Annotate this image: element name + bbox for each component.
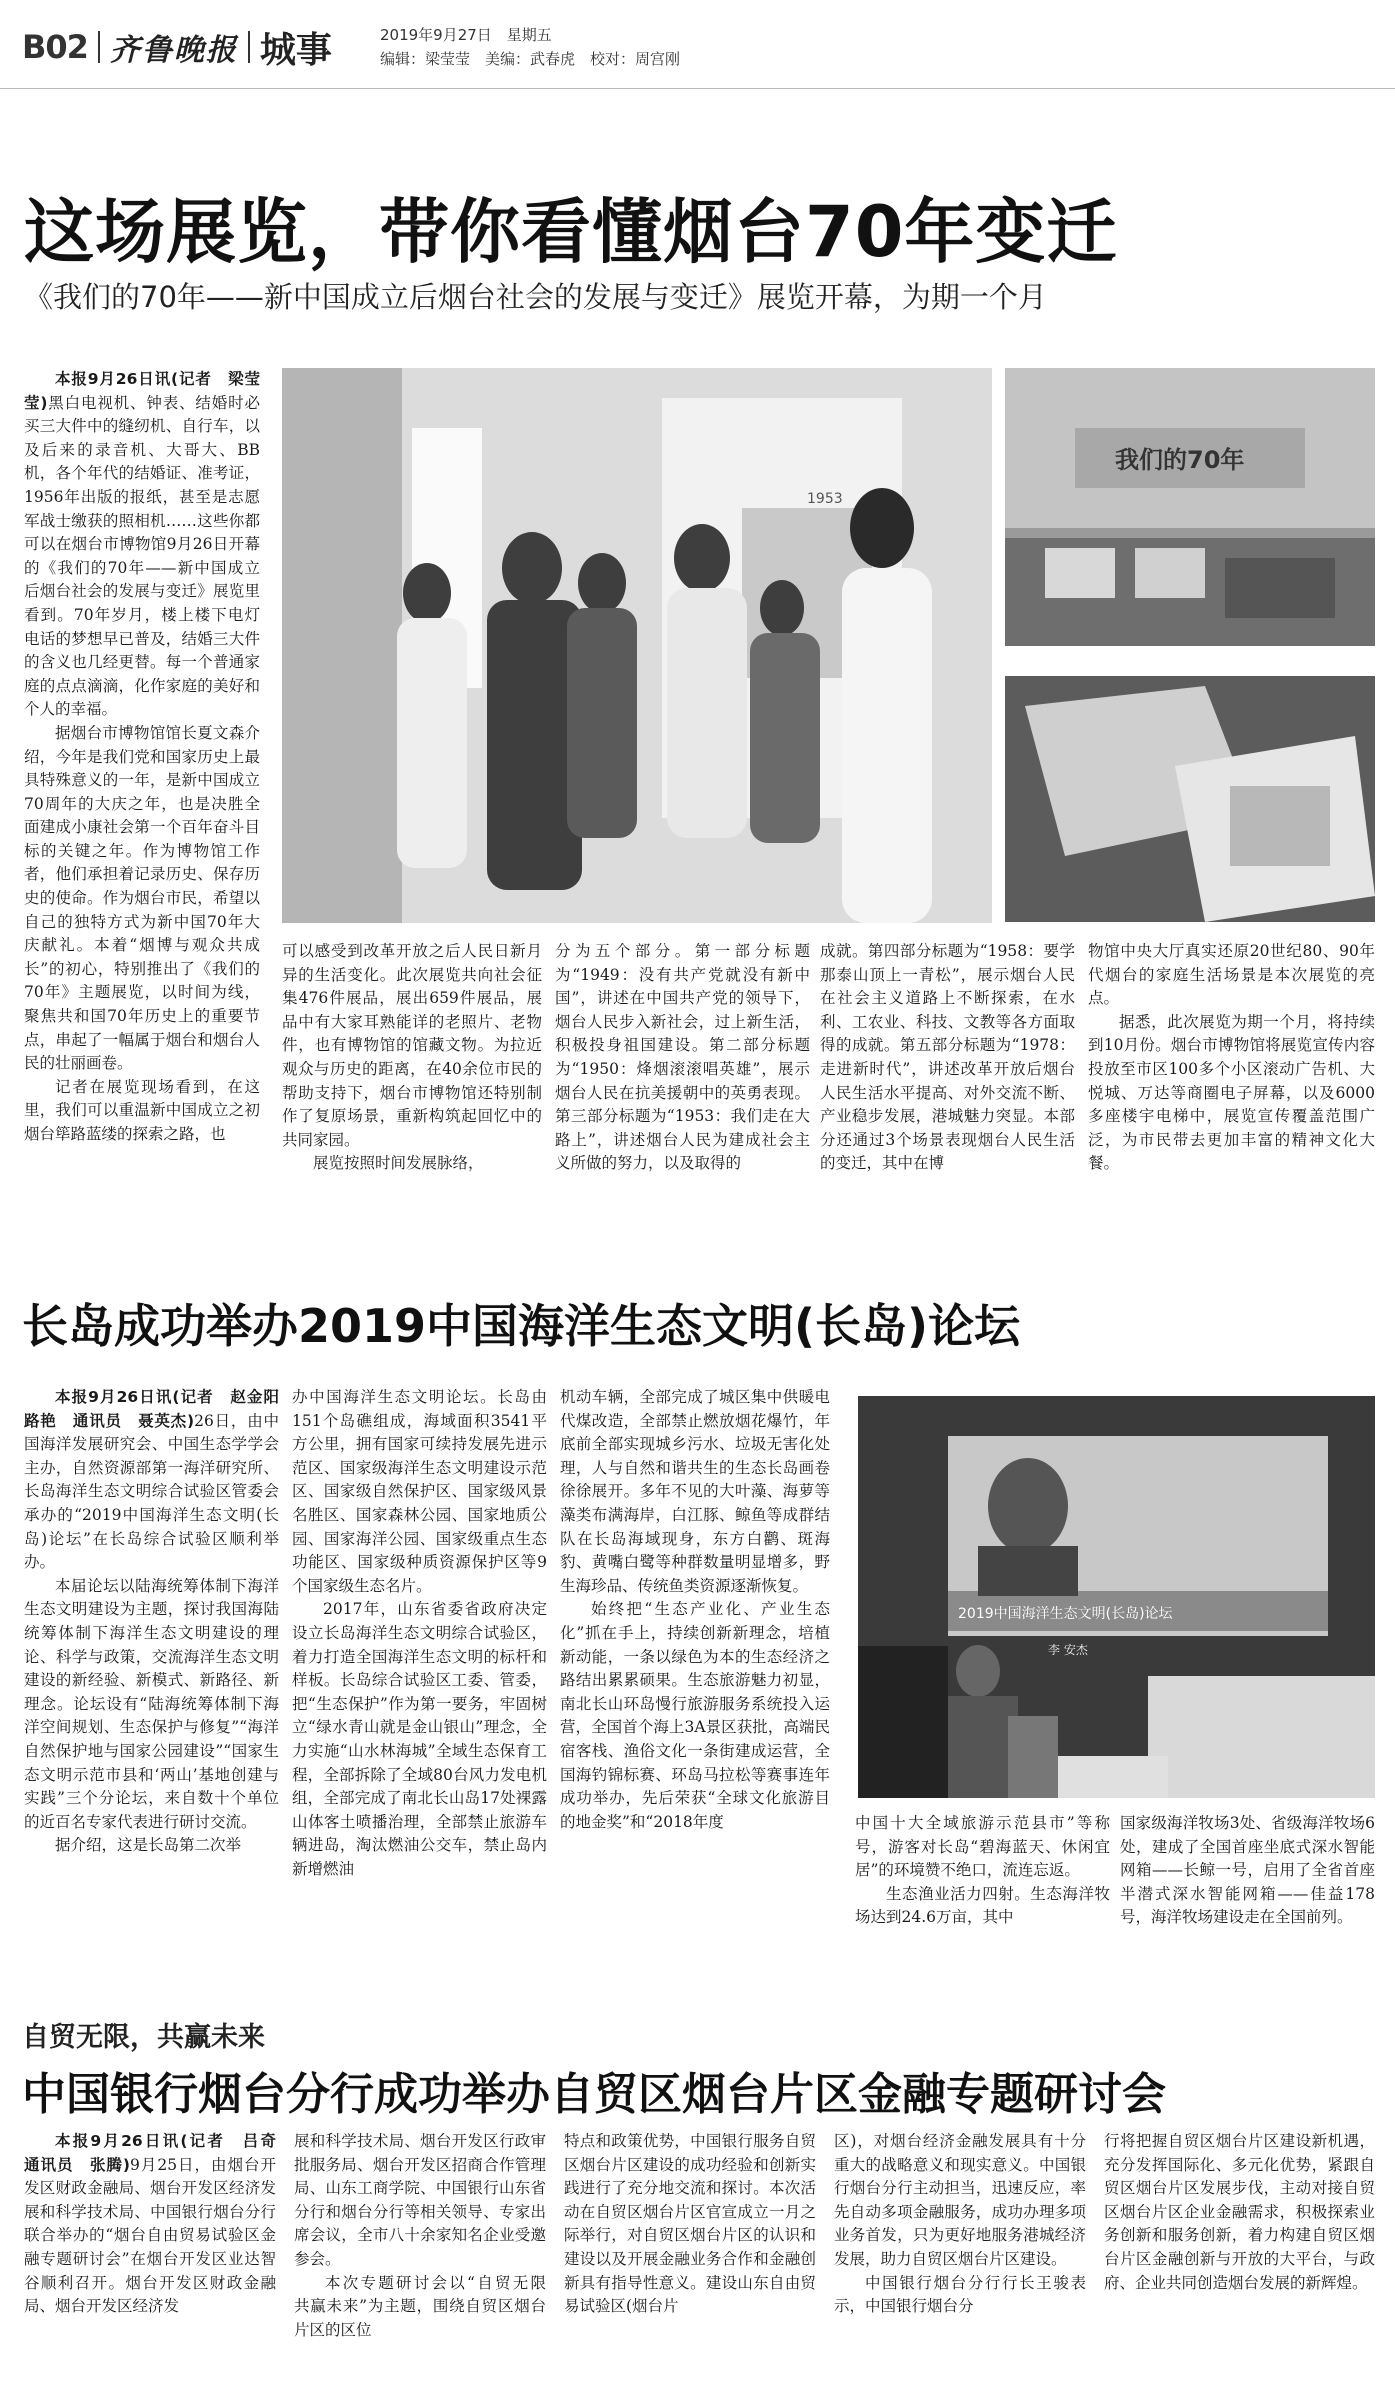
section-name: 城事 [259,29,332,71]
masthead-divider [98,31,100,63]
story2-column-5 [1120,1812,1375,1972]
story1-paragraph: 黑白电视机、钟表、结婚时必买三大件中的缝纫机、自行车，以及后来的录音机、大哥大、BB机，各个年代的结婚证、准考证，1956年出版的报纸，甚至是志愿军战士缴获的照相机……这些你都可以在烟台市博物馆9月26日开幕的《我们的70年——新中国成立后烟台社会的发展与变迁》展览里看到。70年岁月，楼上楼下电灯电话的梦想早已普及，结婚三大件的含义也几经更替。每一个普通家庭的点点滴滴，化作家庭的美好和个人的幸福。 [24,393,260,719]
story1-paragraph: 据烟台市博物馆馆长夏文森介绍，今年是我们党和国家历史上最具特殊意义的一年，是新中国成立70周年的大庆之年，也是决胜全面建成小康社会第一个百年奋斗目标的关键之年。作为博物馆工作者，他们承担着记录历史、保存历史的使命。作为烟台市民，希望以自己的独特方式为新中国70年大庆献礼。本着“烟博与观众共成长”的初心，特别推出了《我们的70年》主题展览，以时间为线，聚焦共和国70年历史上的重要节点，串起了一幅属于烟台和烟台人民的壮丽画卷。 [24,723,260,1073]
paper-logo: 齐鲁晚报 [109,33,238,68]
story2-paragraph: 中国十大全域旅游示范县市”等称号，游客对长岛“碧海蓝天、休闲宜居”的环境赞不绝口，流连忘返。 [855,1814,1110,1880]
story2-paragraph: 机动车辆，全部完成了城区集中供暖电代煤改造，全部禁止燃放烟花爆竹，年底前全部实现城乡污水、垃圾无害化处理，人与自然和谐共生的生态长岛画卷徐徐展开。多年不见的大叶藻、海萝等藻类布满海岸，白江豚、鲸鱼等成群结队在长岛海域现身，东方白鹳、斑海豹、黄嘴白鹭等种群数量明显增多，野生海珍品、传统鱼类资源逐渐恢复。 [560,1388,830,1595]
story2-byline: 本报9月26日讯(记者 赵金阳 路艳 通讯员 聂英杰) [24,1388,295,1430]
forum-screen-title: 2019中国海洋生态文明(长岛)论坛 [958,1606,1173,1622]
story1-column-1 [24,368,260,1408]
issue-date: 2019年9月27日 星期五 [380,26,552,44]
story3-headline: 中国银行烟台分行成功举办自贸区烟台片区金融专题研讨会 [22,2069,1166,2120]
story3-column-3 [564,2130,816,2392]
page-number: B02 [22,28,88,66]
story2-paragraph: 生态渔业活力四射。生态海洋牧场达到24.6万亩，其中 [855,1884,1110,1927]
story1-paragraph: 展览按照时间发展脉络， [313,1154,484,1173]
story1-headline: 这场展览，带你看懂烟台70年变迁 [24,191,1118,273]
story1-paragraph: 成就。第四部分标题为“1958：要学那泰山顶上一青松”，展示烟台人民在社会主义道路上不断探索，在水利、工农业、科技、文教等各方面取得的成就。第五部分标题为“1978：走进新时代”，讲述改革开放后烟台人民生活水平提高、对外交流不断、产业稳步发展，港城魅力突显。本部分还通过3个场景表现烟台人民生活的变迁，其中在博 [820,942,1075,1173]
story3-paragraph: 行将把握自贸区烟台片区建设新机遇，充分发挥国际化、多元化优势，紧跟自贸区烟台片区发展步伐，主动对接自贸区烟台片区企业金融需求，积极探索业务创新和服务创新，着力构建自贸区烟台片区金融创新与开放的大平台，与政府、企业共同创造烟台发展的新辉煌。 [1104,2132,1375,2292]
story2-paragraph: 26日，由中国海洋发展研究会、中国生态学学会主办，自然资源部第一海洋研究所、长岛海洋生态文明综合试验区管委会承办的“2019中国海洋生态文明(长岛)论坛”在长岛综合试验区顺利举办。 [24,1411,279,1572]
editor-credits: 编辑：梁莹莹 美编：武春虎 校对：周宫刚 [380,50,681,68]
story3-paragraph: 9月25日，由烟台开发区财政金融局、烟台开发区经济发展和科学技术局、中国银行烟台分行联合举办的“烟台自由贸易试验区金融专题研讨会”在烟台开发区业达智谷顺利召开。烟台开发区财政金融局、烟台开发区经济发 [24,2155,276,2316]
story3-kicker: 自贸无限，共赢未来 [22,2022,265,2053]
story2-column-1 [24,1386,295,1966]
masthead-rule [0,88,1395,89]
story2-column-4 [855,1812,1110,1972]
story1-paragraph: 分为五个部分。第一部分标题为“1949：没有共产党就没有新中国”，讲述在中国共产党的领导下，烟台人民步入新社会，过上新生活，积极投身祖国建设。第二部分标题为“1950：烽烟滚滚唱英雄”，展示烟台人民在抗美援朝中的英勇表现。第三部分标题为“1953：我们走在大路上”，讲述烟台人民为建成社会主义所做的努力，以及取得的 [555,942,810,1173]
certificates-photo [1005,676,1375,922]
story2-headline: 长岛成功举办2019中国海洋生态文明(长岛)论坛 [22,1299,1021,1353]
story3-paragraph: 区)，对烟台经济金融发展具有十分重大的战略意义和现实意义。中国银行烟台分行主动担当，迅速反应，率先自动多项金融服务，成功办理多项业务首发，只为更好地服务港城经济发展，助力自贸区烟台片区建设。 [834,2132,1086,2268]
story3-column-1 [24,2130,292,2392]
story2-paragraph: 2017年，山东省委省政府决定设立长岛海洋生态文明综合试验区，着力打造全国海洋生态文明的标杆和样板。长岛综合试验区工委、管委，把“生态保护”作为第一要务，牢固树立“绿水青山就是金山银山”理念，全力实施“山水林海城”全域生态保育工程，全部拆除了全域80台风力发电机组，全部完成了南北长山岛17处裸露山体客土喷播治理，全部禁止旅游车辆进岛，淘汰燃油公交车，禁止岛内新增燃油 [292,1600,547,1878]
story2-paragraph: 办中国海洋生态文明论坛。长岛由151个岛礁组成，海域面积3541平方公里，拥有国家可续持发展先进示范区、国家级海洋生态文明建设示范区、国家级自然保护区、国家级风景名胜区、国家森林公园、国家地质公园、国家海洋公园、国家级重点生态功能区、国家级种质资源保护区等9个国家级生态名片。 [292,1388,547,1595]
speaker-name-label: 李 安杰 [1048,1643,1088,1657]
story2-paragraph: 本届论坛以陆海统筹体制下海洋生态文明建设为主题，探讨我国海陆统筹体制下海洋生态文明建设的理论、科学与政策，交流海洋生态文明建设的新经验、新模式、新路径、新理念。论坛设有“陆海统筹体制下海洋空间规划、生态保护与修复”“海洋自然保护地与国家公园建设”“国家生态文明示范市县和‘两山’基地创建与实践”三个分论坛，来自数十个单位的近百名专家代表进行研讨交流。 [24,1576,279,1831]
story1-byline: 本报9月26日讯(记者 梁莹莹) [24,370,260,412]
exhibit-sign-text: 我们的70年 [1115,446,1245,474]
story3-paragraph: 本次专题研讨会以“自贸无限 共赢未来”为主题，围绕自贸区烟台片区的区位 [294,2273,562,2339]
story1-paragraph: 物馆中央大厅真实还原20世纪80、90年代烟台的家庭生活场景是本次展览的亮点。 [1088,942,1375,1008]
story3-column-4 [834,2130,1086,2392]
story1-column-5 [1088,940,1375,1410]
story1-paragraph: 记者在展览现场看到，在这里，我们可以重温新中国成立之初烟台筚路蓝缕的探索之路，也 [24,1077,260,1143]
story3-paragraph: 展和科学技术局、烟台开发区行政审批服务局、烟台开发区招商合作管理局、山东工商学院、中国银行山东省分行和烟台分行等相关领导、专家出席会议，全市八十余家知名企业受邀参会。 [294,2132,546,2268]
story1-paragraph: 据悉，此次展览为期一个月，将持续到10月份。烟台市博物馆将展览宣传内容投放至市区100多个小区滚动广告机、大悦城、万达等商圈电子屏幕，以及6000多座楼宇电梯中，展览宣传覆盖范围广泛，为市民带去更加丰富的精神文化大餐。 [1088,1012,1375,1173]
story2-paragraph: 国家级海洋牧场3处、省级海洋牧场6处，建成了全国首座坐底式深水智能网箱——长鲸一号，启用了全省首座半潜式深水智能网箱——佳益178号，海洋牧场建设走在全国前列。 [1120,1814,1375,1927]
masthead [22,22,332,72]
exhibition-sign-photo [1005,368,1375,646]
exhibition-visitors-photo [282,368,992,923]
story3-paragraph: 特点和政策优势，中国银行服务自贸区烟台片区建设的成功经验和创新实践进行了充分地交流和探讨。本次活动在自贸区烟台片区官宣成立一月之际举行，对自贸区烟台片区的认识和建设以及开展金融业务合作和金融创新具有指导性意义。建设山东自由贸易试验区(烟台片 [564,2132,816,2316]
exhibit-panel-year: 1953 [807,491,843,507]
story2-paragraph: 据介绍，这是长岛第二次举 [55,1836,242,1855]
story2-paragraph: 始终把“生态产业化、产业生态化”抓在手上，持续创新新理念，培植新动能，一条以绿色为本的生态经济之路结出累累硕果。生态旅游魅力初显，南北长山环岛慢行旅游服务系统投入运营，全国首个海上3A景区获批，高端民宿客栈、渔俗文化一条街建成运营，全国海钓锦标赛、环岛马拉松等赛事连年成功举办，先后荣获“全球文化旅游目的地金奖”和“2018年度 [560,1600,830,1831]
story2-column-3 [560,1386,830,1966]
story2-column-2 [292,1386,547,1966]
story1-subhead: 《我们的70年——新中国成立后烟台社会的发展与变迁》展览开幕，为期一个月 [24,280,1047,314]
story3-paragraph: 中国银行烟台分行行长王骏表示，中国银行烟台分 [834,2273,1086,2316]
masthead-divider [248,31,250,63]
forum-photo [858,1396,1375,1798]
story3-column-2 [294,2130,562,2392]
story1-paragraph: 可以感受到改革开放之后人民日新月异的生活变化。此次展览共向社会征集476件展品，展出659件展品，展品中有大家耳熟能详的老照片、老物件，也有博物馆的馆藏文物。为拉近观众与历史的距离，在40余位市民的帮助支持下，烟台市博物馆还特别制作了复原场景，重新构筑起回忆中的共同家园。 [282,942,542,1149]
story3-byline: 本报9月26日讯(记者 吕奇 通讯员 张腾) [24,2132,292,2174]
story3-column-5 [1104,2130,1375,2392]
